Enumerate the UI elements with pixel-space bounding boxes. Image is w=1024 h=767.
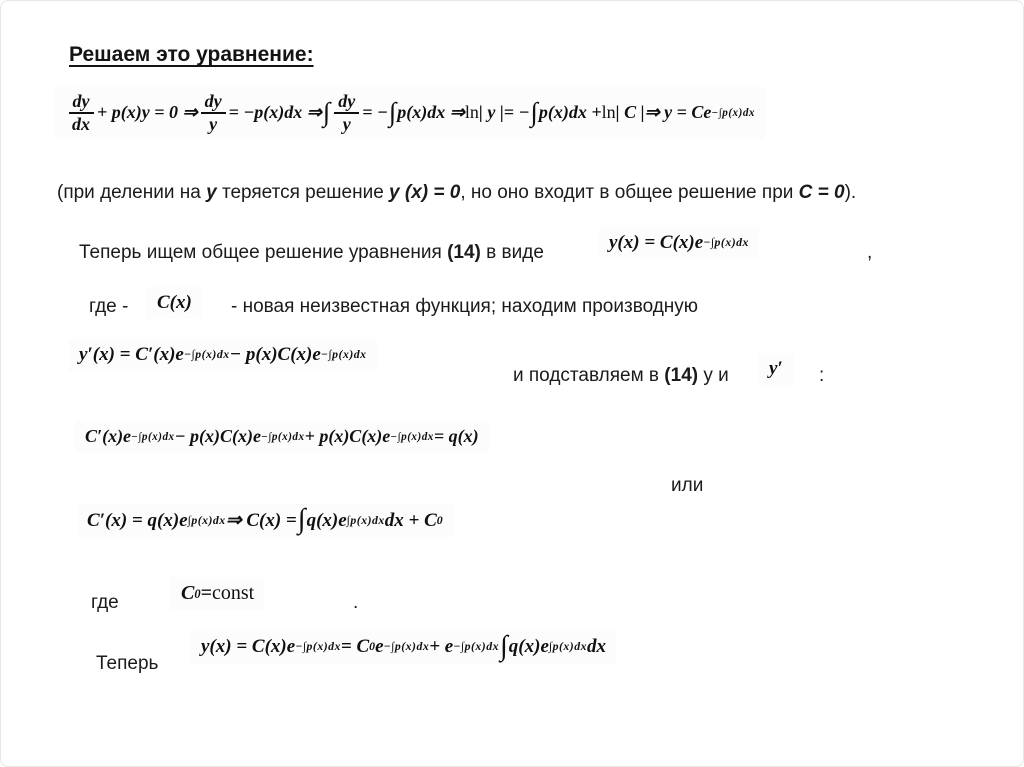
text-where-dash: где - <box>89 296 129 317</box>
text-period: . <box>353 592 359 613</box>
formula-y-prime: y′ <box>759 353 793 385</box>
text-where: где <box>91 592 119 613</box>
formula-c0-const: C 0 = const <box>171 577 264 610</box>
formula-general-solution-form: y(x) = C(x)e −∫p(x)dx <box>599 227 759 259</box>
text-or: или <box>671 475 704 496</box>
text-now: Теперь <box>96 653 159 674</box>
formula-derivative: y′(x) = C′(x)e −∫p(x)dx − p(x)C(x)e −∫p(x)dx <box>69 339 377 371</box>
formula-cx: C(x) <box>147 287 202 319</box>
formula-substituted-equation: C′(x)e −∫p(x)dx − p(x)C(x)e −∫p(x)dx + p(x)C(x)e −∫p(x)dx = q(x) <box>75 421 489 452</box>
text-colon: : <box>819 365 825 386</box>
text-substitute: и подставляем в (14) у и <box>513 365 729 386</box>
text-comma: , <box>867 242 873 263</box>
text-new-unknown-function: - новая неизвестная функция; находим производную <box>231 296 699 317</box>
note-division-by-y: (при делении на у теряется решение у (х) = 0, но оно входит в общее решение при С = 0). <box>57 182 857 203</box>
formula-c-solution: C′(x) = q(x)e ∫p(x)dx ⇒ C(x) = ∫ q(x)e ∫p(x)dx dx + C 0 <box>77 504 453 537</box>
formula-derivation-chain: $\frac{dy}{dx}$ + p(x)y = 0 ⇒ $\frac{dy}{y}$ = −p(x)dx ⇒ ∫ $\frac{dy}{y}$ = − ∫ p(x)dx ⇒ ln | y |= − ∫ p(x)dx + ln | C |⇒ y = Ce −∫p(x)dx <box>55 87 765 139</box>
slide-title: Решаем это уравнение: <box>69 43 314 66</box>
formula-final-solution: y(x) = C(x)e −∫p(x)dx = C 0 e −∫p(x)dx + e −∫p(x)dx ∫ q(x)e ∫p(x)dx dx <box>191 631 616 664</box>
text-seek-general-solution: Теперь ищем общее решение уравнения (14) в виде <box>79 242 544 263</box>
